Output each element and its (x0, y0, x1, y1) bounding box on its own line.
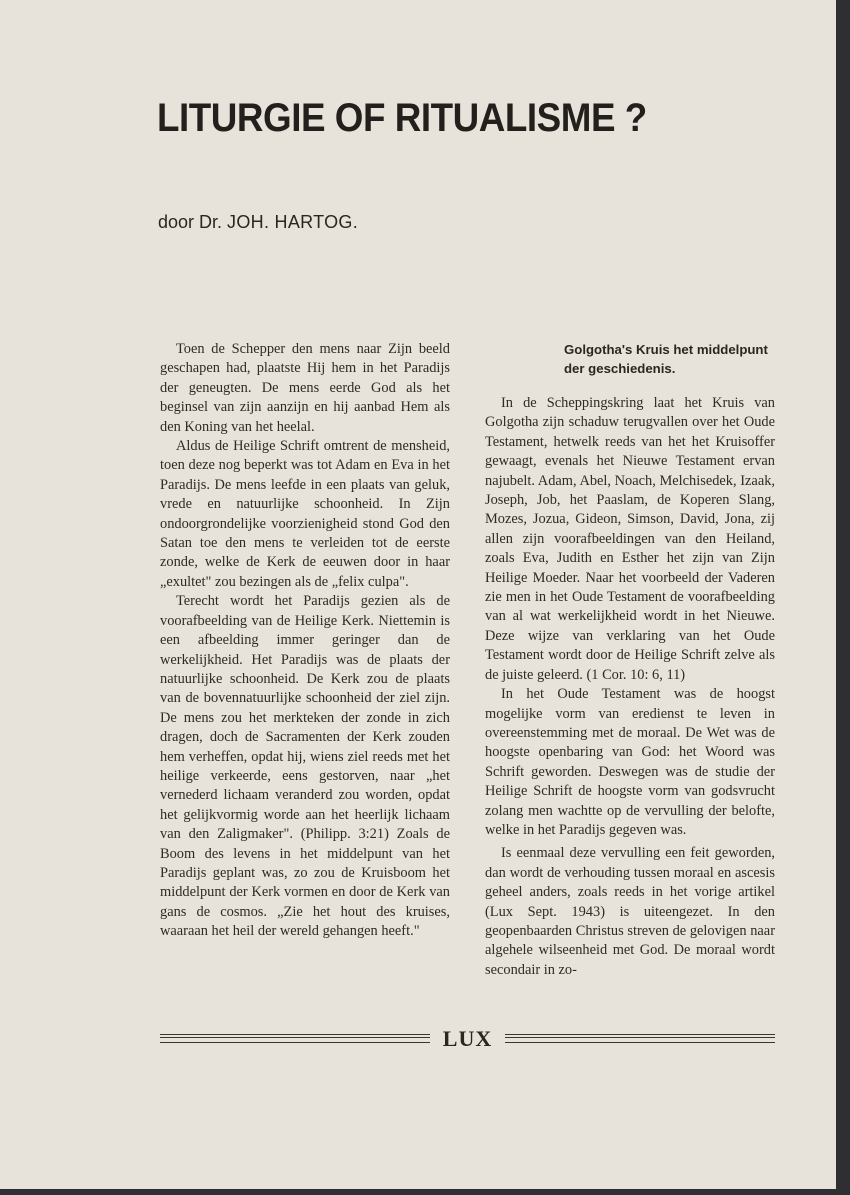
article-title: LITURGIE OF RITUALISME ? (157, 96, 647, 140)
scan-edge-right (836, 0, 850, 1195)
byline-author: JOH. HARTOG. (227, 212, 359, 232)
footer-rule-left (160, 1034, 430, 1043)
page-footer (160, 1026, 775, 1051)
byline-prefix: door Dr. (158, 212, 223, 232)
right-paragraph-2: In het Oude Testament was de hoogst mogelijke vorm van eredienst te leven in overeenstemming met de moraal. De Wet was de hoogste openbaring van God: het Woord was Schrift geworden. Deswegen was de studie der Heilige Schrift de hoogste vorm van godsvrucht zolang men wachtte op de vervulling der belofte, welke in het Paradijs gegeven was. (485, 686, 775, 838)
right-column (485, 340, 775, 980)
footer-rule-right (505, 1034, 775, 1043)
lux-logo: LUX (442, 1026, 493, 1051)
section-subheading: Golgotha's Kruis het middelpunt der geschiedenis. (564, 342, 768, 376)
left-paragraph-2: Aldus de Heilige Schrift omtrent de mensheid, toen deze nog beperkt was tot Adam en Eva in het Paradijs. De mens leefde in een plaats van geluk, vrede en natuurlijke schoonheid. In Zijn ondoorgrondelijke voorzienigheid stond God den Satan toe den mens te verleiden tot de eerste zonde, welke de Kerk de eeuwen door in haar „exultet" zou bezingen als de „felix culpa". (160, 438, 450, 590)
right-paragraph-1: In de Scheppingskring laat het Kruis van Golgotha zijn schaduw terugvallen over het Oude Testament, hetwelk reeds van het het Kruisoffer gewaagt, evenals het Nieuwe Testament ervan najubelt. Adam, Abel, Noach, Melchisedek, Izaak, Joseph, Job, het Paaslam, de Koperen Slang, Mozes, Jozua, Gideon, Simson, David, Jona, zij allen zijn voorafbeeldingen van den Heiland, zoals Eva, Judith en Esther het zijn van Zijn Heilige Moeder. Naar het voorbeeld der Vaderen zie men in het Oude Testament de voorafbeelding van al wat werkelijkheid wordt in het Nieuwe. Deze wijze van verklaring van het Oude Testament wordt door de Heilige Schrift zelve als de juiste geleerd. (1 Cor. 10: 6, 11) (485, 395, 775, 683)
article-byline (158, 212, 358, 233)
left-paragraph-1: Toen de Schepper den mens naar Zijn beeld geschapen had, plaatste Hij hem in het Paradijs der geneugten. De mens eerde God als het beginsel van zijn aanzijn en hij aanbad Hem als den Koning van het heelal. (160, 341, 450, 435)
right-paragraph-3: Is eenmaal deze vervulling een feit geworden, dan wordt de verhouding tussen moraal en ascesis geheel anders, zoals reeds in het vorige artikel (Lux Sept. 1943) is uiteengezet. In den geopenbaarden Christus streven de gelovigen naar algehele wilseenheid met God. De moraal wordt secondair in zo- (485, 845, 775, 978)
left-paragraph-3: Terecht wordt het Paradijs gezien als de voorafbeelding van de Heilige Kerk. Niettemin is een afbeelding immer geringer dan de werkelijkheid. Het Paradijs was de plaats der natuurlijke schoonheid. De Kerk zou de plaats van de bovennatuurlijke schoonheid der ziel zijn. De mens zou het merkteken der zonde in zich dragen, doch de Sacramenten der Kerk zouden hem verheffen, opdat hij, wiens ziel reeds met het heilige verkeerde, eens gestorven, naar „het vernederd lichaam veranderd zou worden, opdat het gelijkvormig worde aan het heerlijk lichaam van den Zaligmaker". (Philipp. 3:21) Zoals de Boom des levens in het middelpunt van het Paradijs geplant was, zo zou de Kruisboom het middelpunt der Kerk vormen en door de Kerk van gans de cosmos. „Zie het hout des kruises, waaraan het heil der wereld gehangen heeft." (160, 593, 450, 940)
scan-edge-bottom (0, 1189, 850, 1195)
left-column (160, 340, 450, 942)
